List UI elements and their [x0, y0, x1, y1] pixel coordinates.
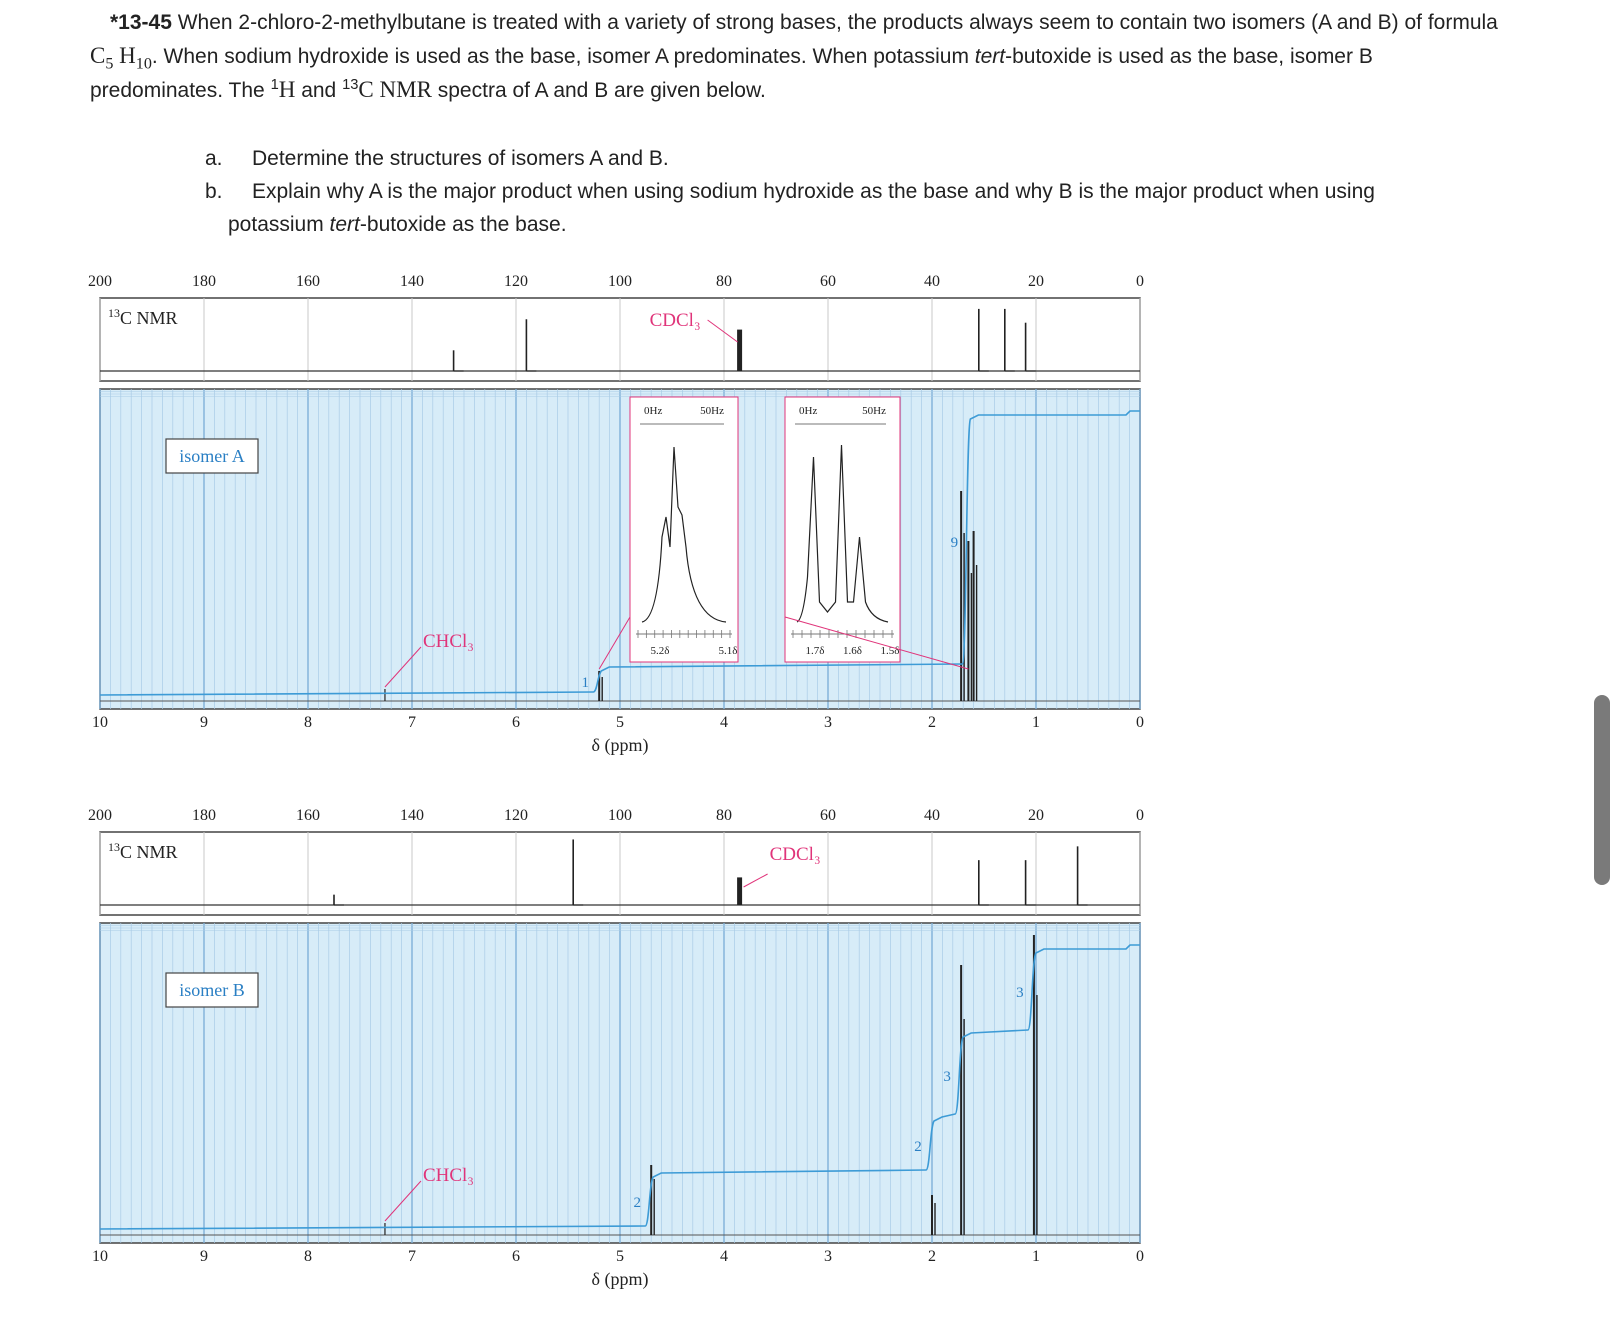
c13-tick-label: 160 — [296, 807, 320, 824]
inset-ppm-label: 1.7δ — [805, 645, 825, 657]
h1-tick-label: 3 — [824, 1248, 832, 1265]
c13-tick-label: 20 — [1028, 273, 1044, 290]
problem-number: *13-45 — [110, 11, 172, 34]
integration-label: 1 — [581, 675, 589, 691]
integration-label: 2 — [633, 1195, 641, 1211]
c13-tick-label: 100 — [608, 273, 632, 290]
c13-tick-label: 40 — [924, 273, 940, 290]
c13-tick-label: 0 — [1136, 273, 1144, 290]
h1-axis-label: δ (ppm) — [591, 735, 649, 755]
c13-solvent-label: CDCl₃ — [649, 310, 701, 331]
part-a: a. Determine the structures of isomers A and B. — [205, 147, 669, 170]
h1-tick-label: 1 — [1032, 1248, 1040, 1265]
h1-tick-label: 5 — [616, 1248, 624, 1265]
integration-label: 2 — [914, 1139, 922, 1155]
c13-tick-label: 20 — [1028, 807, 1044, 824]
c13-tick-label: 200 — [88, 807, 112, 824]
h1-tick-label: 10 — [92, 1248, 108, 1265]
h1-tick-label: 5 — [616, 714, 624, 731]
c13-tick-label: 200 — [88, 273, 112, 290]
isomer-label: isomer B — [179, 980, 245, 1000]
scrollbar-thumb[interactable] — [1594, 695, 1610, 885]
c13-tick-label: 0 — [1136, 807, 1144, 824]
h1-tick-label: 9 — [200, 714, 208, 731]
c13-tick-label: 140 — [400, 273, 424, 290]
h1-tick-label: 7 — [408, 1248, 416, 1265]
c13-tick-label: 160 — [296, 273, 320, 290]
c13-solvent-label: CDCl₃ — [769, 844, 821, 865]
c13-tick-label: 100 — [608, 807, 632, 824]
h1-tick-label: 6 — [512, 1248, 520, 1265]
h1-tick-label: 2 — [928, 714, 936, 731]
h1-solvent-label: CHCl₃ — [422, 631, 474, 652]
isomer-label: isomer A — [179, 446, 245, 466]
spectrum-isomer-b — [88, 807, 1144, 1290]
inset-ppm-label: 1.6δ — [843, 645, 862, 657]
h1-tick-label: 3 — [824, 714, 832, 731]
h1-tick-label: 10 — [92, 714, 108, 731]
inset-hz-label: 0Hz — [799, 405, 818, 417]
c13-tick-label: 60 — [820, 273, 836, 290]
h1-solvent-label: CHCl₃ — [422, 1165, 474, 1186]
c13-tick-label: 80 — [716, 273, 732, 290]
c13-tick-label: 180 — [192, 273, 216, 290]
inset-hz-label: 50Hz — [700, 405, 724, 417]
h1-tick-label: 9 — [200, 1248, 208, 1265]
h1-tick-label: 0 — [1136, 714, 1144, 731]
c13-tick-label: 120 — [504, 273, 528, 290]
c13-tick-label: 80 — [716, 807, 732, 824]
c13-tick-label: 40 — [924, 807, 940, 824]
inset-ppm-label: 5.2δ — [650, 645, 670, 657]
c13-tick-label: 140 — [400, 807, 424, 824]
integration-label: 9 — [950, 535, 959, 551]
spectrum-isomer-a — [88, 273, 1144, 756]
problem-statement: *13-45 When 2-chloro-2-methylbutane is treated with a variety of strong bases, the products always seem to contain two isomers (A and B) of formula $C_5$ $H_{10}$. When sodium hydroxide is used as the base, isomer A predominates. When potassium tert-butoxide is used as the base, isomer B predominates. The $^1$H and $^{13}$C NMR spectra of A and B are given below. — [90, 11, 1498, 102]
inset-hz-label: 0Hz — [644, 405, 663, 417]
h1-tick-label: 4 — [720, 1248, 728, 1265]
c13-tick-label: 180 — [192, 807, 216, 824]
integration-label: 3 — [1016, 985, 1024, 1001]
integration-label: 3 — [943, 1069, 951, 1085]
inset-ppm-label: 1.5δ — [880, 645, 900, 657]
c13-nmr-label: $^{13}$C NMR — [108, 840, 178, 862]
h1-axis-label: δ (ppm) — [591, 1269, 649, 1289]
c13-nmr-label: $^{13}$C NMR — [108, 306, 178, 328]
h1-tick-label: 0 — [1136, 1248, 1144, 1265]
inset-ppm-label: 5.1δ — [718, 645, 738, 657]
part-b: b. Explain why A is the major product when using sodium hydroxide as the base and why B is the major product when using potassium tert-butoxide as the base. — [205, 180, 1375, 236]
h1-tick-label: 1 — [1032, 714, 1040, 731]
c13-tick-label: 60 — [820, 807, 836, 824]
h1-tick-label: 4 — [720, 714, 728, 731]
h1-tick-label: 8 — [304, 714, 312, 731]
h1-tick-label: 2 — [928, 1248, 936, 1265]
h1-tick-label: 6 — [512, 714, 520, 731]
inset-hz-label: 50Hz — [862, 405, 886, 417]
h1-tick-label: 7 — [408, 714, 416, 731]
h1-tick-label: 8 — [304, 1248, 312, 1265]
c13-tick-label: 120 — [504, 807, 528, 824]
